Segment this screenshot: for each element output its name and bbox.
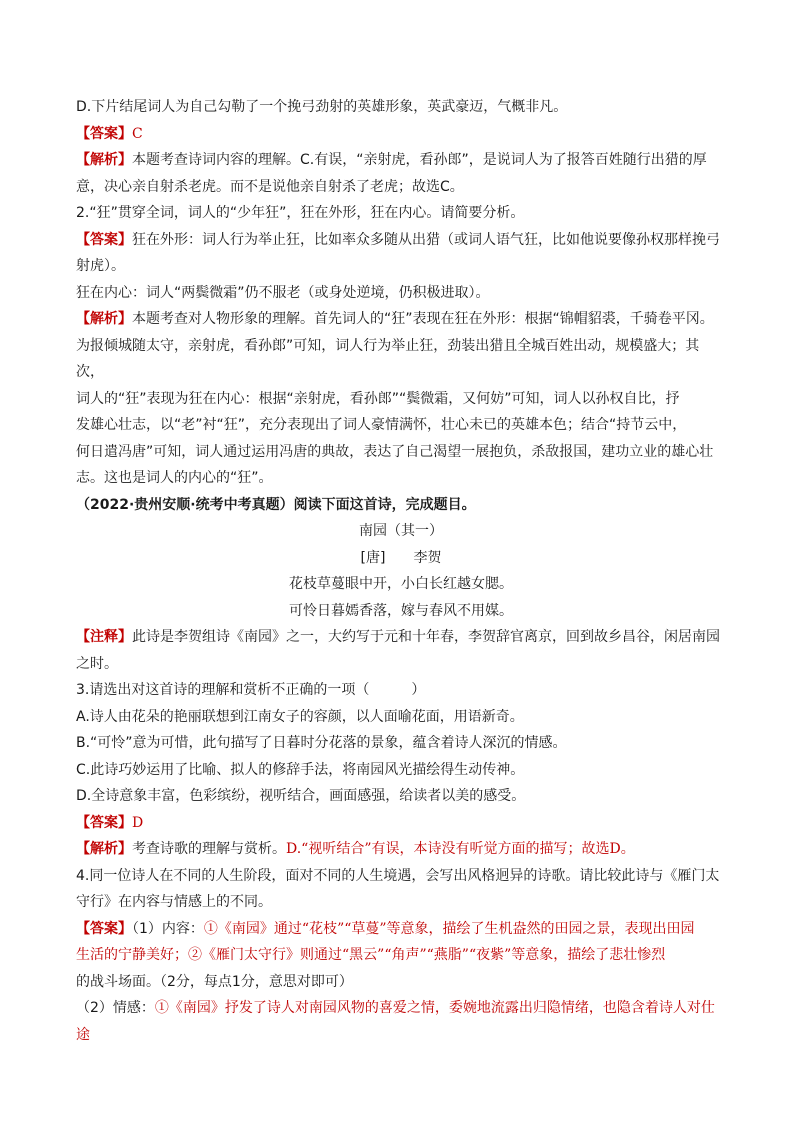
answer-text: 狂在外形：词人行为举止狂，比如率众多随从出猎（或词人语气狂，比如他说要像孙权那样挽弓 <box>132 231 720 248</box>
analysis-tag: 【解析】 <box>76 311 132 327</box>
q3-question: 3.请选出对这首诗的理解和赏析不正确的一项（ ） <box>76 682 426 698</box>
q3-answer <box>76 810 726 837</box>
answer-part-2-text: ①《南园》抒发了诗人对南园风物的喜爱之情，委婉地流露出归隐情绪，也隐含着诗人对仕途 <box>76 1000 715 1043</box>
q2-analysis-line-1 <box>76 306 726 333</box>
answer-tag: 【答案】 <box>76 814 132 831</box>
q2-analysis-line-4: 发雄心壮志，以“老”衬“狂”，充分表现出了词人豪情满怀，壮心未已的英雄本色；结合“持节云中， <box>76 417 687 433</box>
analysis-text: 本题考查对人物形象的理解。首先词人的“狂”表现在狂在外形：根据“锦帽貂裘，千骑卷平冈。 <box>132 311 714 327</box>
q2-analysis-line-5: 何日遣冯唐”可知，词人通过运用冯唐的典故，表达了自己渴望一展抱负，杀敌报国，建功立业的雄心壮 <box>76 443 714 460</box>
q2-analysis-line-6: 志。这也是词人的内心的“狂”。 <box>76 470 273 486</box>
q4-answer-line-4 <box>76 995 726 1048</box>
q2-question: 2.“狂”贯穿全词，词人的“少年狂”，狂在外形，狂在内心。请简要分析。 <box>76 205 525 221</box>
q3-option-a: A.诗人由花朵的艳丽联想到江南女子的容颜，以人面喻花面，用语新奇。 <box>76 708 524 725</box>
q3-option-b: B.“可怜”意为可惜，此句描写了日暮时分花落的景象，蕴含着诗人深沉的情感。 <box>76 735 567 751</box>
passage-intro: （2022·贵州安顺·统考中考真题）阅读下面这首诗，完成题目。 <box>76 496 476 513</box>
q4-question-line-2: 守行》在内容与情感上的不同。 <box>76 894 272 910</box>
poem-line-2: 可怜日暮嫣香落，嫁与春风不用媒。 <box>289 602 513 619</box>
q2-analysis-line-3: 词人的“狂”表现为狂在内心：根据“亲射虎，看孙郎”“鬓微霜，又何妨”可知，词人以孙权自比，抒 <box>76 390 680 407</box>
q4-question-line-1: 4.同一位诗人在不同的人生阶段，面对不同的人生境遇，会写出风格迥异的诗歌。请比较此诗与《雁门太 <box>76 867 720 884</box>
q3-option-d: D.全诗意象丰富，色彩缤纷，视听结合，画面感强，给读者以美的感受。 <box>76 788 526 804</box>
analysis-text: 考查诗歌的理解与赏析。 <box>132 841 286 857</box>
answer-value: D <box>132 814 144 831</box>
poem-author: 李贺 <box>413 549 442 566</box>
q4-answer-line-3: 的战斗场面。（2分，每点1分，意思对即可） <box>76 973 353 990</box>
q3-option-c: C.此诗巧妙运用了比喻、拟人的修辞手法，将南园风光描绘得生动传神。 <box>76 761 525 778</box>
answer-part-1-text: ①《南园》通过“花枝”“草蔓”等意象，描绘了生机盎然的田园之景，表现出田园 <box>203 920 695 937</box>
poem-byline <box>76 545 726 572</box>
q2-answer-line-2: 射虎）。 <box>76 258 125 274</box>
poem-line-1: 花枝草蔓眼中开，小白长红越女腮。 <box>289 576 513 592</box>
analysis-tag: 【解析】 <box>76 841 132 857</box>
q2-analysis-line-2: 为报倾城随太守，亲射虎，看孙郎”可知，词人行为举止狂，劲装出猎且全城百姓出动，规模盛大；其次， <box>76 337 700 380</box>
answer-tag: 【答案】 <box>76 231 132 248</box>
q4-answer-line-2: 生活的宁静美好；②《雁门太守行》则通过“黑云”“角声”“燕脂”“夜紫”等意象，描绘了悲壮惨烈 <box>76 947 666 963</box>
answer-tag: 【答案】 <box>76 920 132 937</box>
note-tag: 【注释】 <box>76 629 132 645</box>
note-text: 此诗是李贺组诗《南园》之一，大约写于元和十年春，李贺辞官离京，回到故乡昌谷，闲居南园 <box>132 629 720 645</box>
q2-answer-line-3: 狂在内心：词人“两鬓微霜”仍不服老（或身处逆境，仍积极进取）。 <box>76 284 490 301</box>
q3-analysis <box>76 836 726 863</box>
q2-answer-line-1 <box>76 227 726 254</box>
answer-value: C <box>132 125 143 142</box>
q1-option-d: D.下片结尾词人为自己勾勒了一个挽弓劲射的英雄形象，英武豪迈，气概非凡。 <box>76 99 568 115</box>
q4-answer-line-1 <box>76 916 726 943</box>
q1-analysis-line-2: 意，决心亲自射杀老虎。而不是说他亲自射杀了老虎；故选C。 <box>76 178 464 195</box>
analysis-tag: 【解析】 <box>76 152 132 168</box>
document-content <box>76 94 726 1048</box>
answer-part-1-label: （1）内容： <box>132 920 204 937</box>
analysis-text: 本题考查诗词内容的理解。C.有误，“亲射虎，看孙郎”，是说词人为了报答百姓随行出猎的厚 <box>132 152 707 168</box>
note-line-2: 之时。 <box>76 655 118 672</box>
note-line-1 <box>76 624 726 651</box>
q1-analysis-line-1 <box>76 147 726 174</box>
poem-title: 南园（其一） <box>359 523 443 539</box>
analysis-text-red: D.“视听结合”有误，本诗没有听觉方面的描写；故选D。 <box>286 841 635 857</box>
q1-answer <box>76 121 726 148</box>
answer-part-2-label: （2）情感： <box>76 1000 155 1016</box>
answer-tag: 【答案】 <box>76 125 132 142</box>
poem-dynasty: [唐] <box>360 549 386 566</box>
